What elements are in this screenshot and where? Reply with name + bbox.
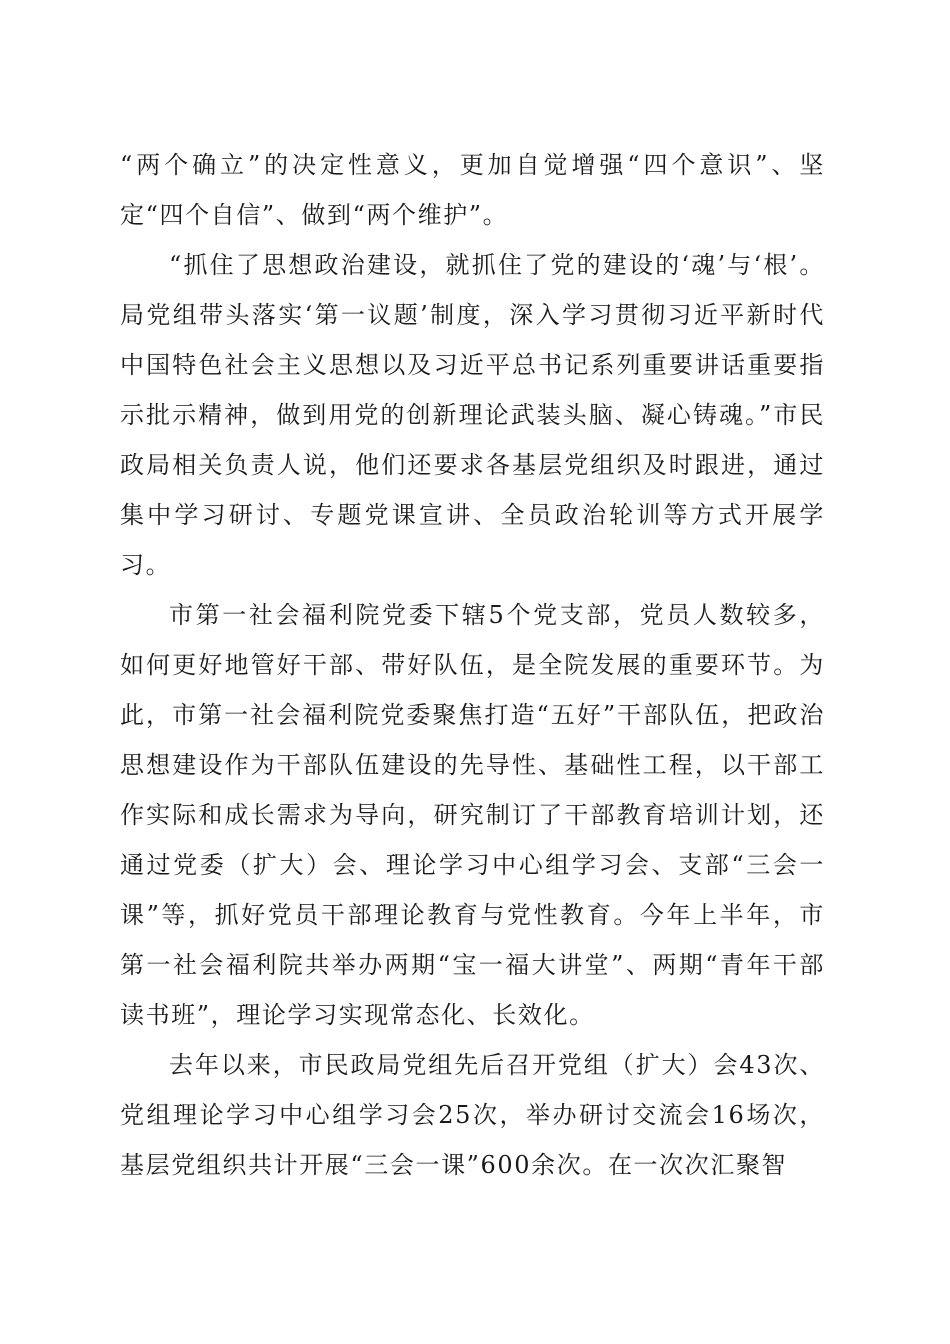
- paragraph-meetings-summary: 去年以来，市民政局党组先后召开党组（扩大）会43次、党组理论学习中心组学习会25次，举办研讨交流会16场次，基层党组织共计开展“三会一课”600余次。在一次次汇聚智: [120, 1051, 825, 1179]
- document-body: [120, 140, 825, 1190]
- paragraph-welfare-institute: 市第一社会福利院党委下辖5个党支部，党员人数较多，如何更好地管好干部、带好队伍，是全院发展的重要环节。为此，市第一社会福利院党委聚焦打造“五好”干部队伍，把政治思想建设作为干部队伍建设的先导性、基础性工程，以干部工作实际和成长需求为导向，研究制订了干部教育培训计划，还通过党委（扩大）会、理论学习中心组学习会、支部“三会一课”等，抓好党员干部理论教育与党性教育。今年上半年，市第一社会福利院共举办两期“宝一福大讲堂”、两期“青年干部读书班”，理论学习实现常态化、长效化。: [120, 601, 825, 1029]
- paragraph-thought-construction: “抓住了思想政治建设，就抓住了党的建设的‘魂’与‘根’。局党组带头落实‘第一议题’制度，深入学习贯彻习近平新时代中国特色社会主义思想以及习近平总书记系列重要讲话重要指示批示精神，做到用党的创新理论武装头脑、凝心铸魂。”市民政局相关负责人说，他们还要求各基层党组织及时跟进，通过集中学习研讨、专题党课宣讲、全员政治轮训等方式开展学习。: [120, 251, 825, 579]
- paragraph-continuation: “两个确立”的决定性意义，更加自觉增强“四个意识”、坚定“四个自信”、做到“两个维护”。: [120, 151, 825, 229]
